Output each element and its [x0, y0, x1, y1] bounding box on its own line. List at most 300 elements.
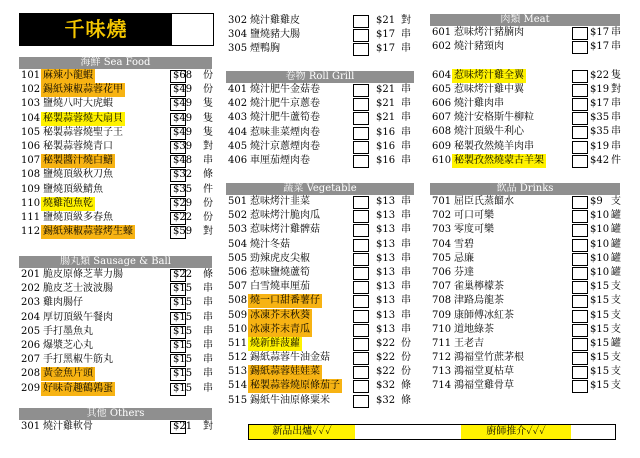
- item-unit: 串: [203, 325, 213, 337]
- item-number: 610: [432, 154, 452, 166]
- item-unit: 串: [611, 27, 621, 38]
- section-others: [19, 408, 212, 434]
- menu-item: [226, 309, 414, 323]
- item-unit: 條: [203, 169, 213, 181]
- item-number: 504: [228, 238, 248, 250]
- item-number: 302: [228, 15, 248, 26]
- menu-item: [430, 40, 620, 54]
- item-number: 301: [21, 421, 41, 432]
- menu-item: [226, 97, 414, 111]
- item-price: $49: [173, 112, 193, 124]
- item-unit: 份: [401, 337, 411, 349]
- menu-item: [430, 351, 620, 365]
- item-unit: 件: [611, 154, 621, 166]
- menu-item: [430, 266, 620, 280]
- order-checkbox[interactable]: [353, 366, 369, 379]
- item-name: 煙鴨胸: [250, 43, 280, 55]
- item-name: 冰凍芥末秋葵: [250, 309, 310, 321]
- item-price: $68: [173, 70, 193, 81]
- item-number: 607: [432, 112, 452, 124]
- menu-item: [19, 268, 212, 282]
- item-unit: 對: [611, 83, 621, 95]
- item-number: 606: [432, 97, 452, 109]
- item-unit: 串: [203, 339, 213, 351]
- item-unit: 串: [401, 295, 411, 307]
- section-header: 蔬菜 Vegetable: [226, 183, 414, 195]
- order-checkbox[interactable]: [572, 239, 588, 252]
- item-name: 白雪燒車厘茄: [250, 281, 310, 293]
- menu-item: [430, 379, 620, 393]
- item-price: $15: [590, 352, 610, 364]
- item-number: 106: [21, 140, 41, 152]
- item-price: $13: [376, 252, 396, 264]
- item-unit: 串: [401, 309, 411, 321]
- item-price: $16: [376, 154, 396, 166]
- menu-item: [226, 209, 414, 223]
- menu-item: [19, 126, 212, 140]
- item-name: 惹味烤汁韭菜: [250, 196, 310, 207]
- item-number: 101: [21, 70, 41, 81]
- item-unit: 罐: [611, 210, 621, 222]
- item-number: 406: [228, 154, 248, 166]
- legend-box: [248, 424, 616, 440]
- item-name: 燒汁冬菇: [250, 238, 290, 250]
- order-checkbox[interactable]: [353, 395, 369, 408]
- item-unit: 串: [203, 155, 213, 167]
- item-name: 錫紙辣椒蒜蓉烤生蠔: [43, 226, 133, 238]
- menu-item: [430, 69, 620, 83]
- item-number: 404: [228, 126, 248, 138]
- item-number: 209: [21, 382, 41, 394]
- order-checkbox[interactable]: [572, 112, 588, 125]
- item-price: $17: [590, 27, 610, 38]
- order-checkbox[interactable]: [572, 210, 588, 223]
- item-number: 205: [21, 325, 41, 337]
- item-price: $15: [173, 311, 193, 323]
- order-checkbox[interactable]: [353, 324, 369, 337]
- menu-item: [19, 296, 212, 310]
- menu-item: [19, 69, 212, 83]
- item-name: 燒汁頂級牛利心: [454, 126, 524, 138]
- section-meat: [430, 14, 620, 168]
- menu-item: [430, 294, 620, 308]
- section-header: 肉類 Meat: [430, 14, 620, 26]
- menu-item: [19, 382, 212, 396]
- item-number: 511: [228, 337, 248, 349]
- order-checkbox[interactable]: [353, 253, 369, 266]
- item-unit: 支: [611, 281, 621, 293]
- order-checkbox[interactable]: [572, 366, 588, 379]
- item-name: 燒汁雞軟骨: [43, 421, 93, 432]
- menu-item: [226, 28, 414, 42]
- order-checkbox[interactable]: [353, 281, 369, 294]
- item-price: $17: [376, 29, 396, 41]
- section-header: 卷物 Roll Grill: [226, 71, 414, 83]
- item-price: $32: [173, 169, 193, 181]
- item-unit: 串: [203, 283, 213, 295]
- item-price: $42: [590, 154, 610, 166]
- order-checkbox[interactable]: [353, 155, 369, 168]
- item-name: 惹味烤汁雞髀菇: [250, 224, 320, 236]
- item-unit: 條: [401, 380, 411, 392]
- item-unit: 串: [611, 41, 621, 53]
- order-checkbox[interactable]: [353, 310, 369, 323]
- item-unit: 串: [401, 196, 411, 207]
- item-number: 110: [21, 197, 41, 209]
- menu-item: [430, 252, 620, 266]
- item-price: $49: [173, 84, 193, 96]
- item-price: $15: [173, 339, 193, 351]
- order-checkbox[interactable]: [353, 15, 369, 28]
- item-name: 雪碧: [454, 238, 474, 250]
- item-number: 206: [21, 339, 41, 351]
- item-number: 105: [21, 126, 41, 138]
- item-number: 704: [432, 238, 452, 250]
- item-price: $22: [173, 269, 193, 280]
- order-checkbox[interactable]: [572, 310, 588, 323]
- item-price: $59: [173, 226, 193, 238]
- menu-item: [430, 54, 620, 68]
- item-price: $21: [173, 421, 193, 432]
- item-unit: 串: [401, 224, 411, 236]
- item-name: 燒汁肥牛金菇卷: [250, 84, 320, 95]
- item-name: 康師傅冰紅茶: [454, 309, 514, 321]
- menu-item: [430, 280, 620, 294]
- item-price: $22: [376, 366, 396, 378]
- item-name: 津路烏龍茶: [454, 295, 504, 307]
- item-unit: 串: [401, 29, 411, 41]
- order-checkbox[interactable]: [572, 224, 588, 237]
- order-checkbox[interactable]: [572, 84, 588, 97]
- item-price: $29: [173, 197, 193, 209]
- item-number: 403: [228, 112, 248, 124]
- item-number: 102: [21, 84, 41, 96]
- item-unit: 串: [611, 140, 621, 152]
- item-price: $9: [590, 196, 603, 207]
- section-header: 其他 Others: [19, 408, 212, 420]
- item-number: 602: [432, 41, 452, 53]
- order-checkbox[interactable]: [572, 380, 588, 393]
- item-name: 鴻福堂夏枯草: [454, 366, 514, 378]
- item-unit: 串: [203, 354, 213, 366]
- item-price: $13: [376, 210, 396, 222]
- item-unit: 罐: [611, 266, 621, 278]
- item-name: 錫紙蒜蓉娃娃菜: [250, 366, 320, 378]
- logo-text: 千味燒: [20, 14, 172, 45]
- item-price: $15: [590, 295, 610, 307]
- order-checkbox[interactable]: [353, 295, 369, 308]
- menu-item: [430, 140, 620, 154]
- menu-item: [226, 252, 414, 266]
- menu-item: [226, 126, 414, 140]
- item-name: 鹽燒豬大腸: [250, 29, 300, 41]
- item-name: 錫紙辣椒蒜蓉花甲: [43, 84, 123, 96]
- menu-item: [430, 195, 620, 209]
- item-unit: 對: [203, 226, 213, 238]
- menu-item: [226, 238, 414, 252]
- order-checkbox[interactable]: [572, 324, 588, 337]
- item-number: 103: [21, 98, 41, 110]
- item-number: 507: [228, 281, 248, 293]
- order-checkbox[interactable]: [572, 41, 588, 54]
- item-name: 燒汁肥牛京蔥卷: [250, 98, 320, 110]
- item-name: 燒汁京蔥煙肉卷: [250, 140, 320, 152]
- item-price: $21: [376, 98, 396, 110]
- item-unit: 條: [203, 269, 213, 280]
- item-price: $17: [376, 43, 396, 55]
- order-checkbox[interactable]: [353, 98, 369, 111]
- item-number: 506: [228, 266, 248, 278]
- item-price: $17: [590, 97, 610, 109]
- item-unit: 份: [203, 70, 213, 81]
- item-price: $13: [376, 281, 396, 293]
- item-name: 秘製蒜蓉燒青口: [43, 140, 113, 152]
- section-rollgrill: [226, 71, 414, 168]
- item-name: 燒汁安格斯牛柳粒: [454, 112, 534, 124]
- item-price: $22: [376, 337, 396, 349]
- item-number: 601: [432, 27, 452, 38]
- order-checkbox[interactable]: [353, 127, 369, 140]
- menu-item: [19, 168, 212, 182]
- item-name: 道地綠茶: [454, 323, 494, 335]
- section-header: 腸丸類 Sausage & Ball: [19, 256, 212, 268]
- item-unit: 對: [203, 140, 213, 152]
- menu-item: [226, 14, 414, 28]
- item-name: 燒汁豬頸肉: [454, 41, 504, 53]
- order-checkbox[interactable]: [572, 98, 588, 111]
- item-unit: 串: [203, 297, 213, 309]
- menu-item: [19, 83, 212, 97]
- item-unit: 串: [401, 323, 411, 335]
- menu-item: [430, 83, 620, 97]
- order-checkbox[interactable]: [353, 267, 369, 280]
- menu-item: [226, 223, 414, 237]
- item-price: $17: [590, 41, 610, 53]
- order-checkbox[interactable]: [572, 281, 588, 294]
- item-name: 燒汁肥牛蘆筍卷: [250, 112, 320, 124]
- menu-item: [19, 367, 212, 381]
- menu-item: [19, 112, 212, 126]
- menu-item: [226, 351, 414, 365]
- item-unit: 串: [401, 210, 411, 222]
- order-checkbox[interactable]: [353, 112, 369, 125]
- order-checkbox[interactable]: [572, 155, 588, 168]
- item-unit: 對: [203, 421, 213, 432]
- item-price: $22: [376, 352, 396, 364]
- order-checkbox[interactable]: [353, 84, 369, 97]
- item-price: $21: [376, 112, 396, 124]
- menu-item: [226, 394, 414, 408]
- item-name: 燒新鮮菠蘿: [250, 337, 300, 349]
- item-price: $13: [376, 224, 396, 236]
- item-unit: 串: [401, 252, 411, 264]
- item-unit: 支: [611, 196, 621, 207]
- menu-item: [19, 197, 212, 211]
- item-unit: 支: [611, 323, 621, 335]
- item-number: 104: [21, 112, 41, 124]
- item-number: 707: [432, 281, 452, 293]
- item-price: $13: [376, 309, 396, 321]
- menu-item: [430, 323, 620, 337]
- item-unit: 罐: [611, 337, 621, 349]
- item-name: 燒汁雞雞皮: [250, 15, 300, 26]
- item-name: 鹽燒頂級鯖魚: [43, 183, 103, 195]
- item-name: 零度可樂: [454, 224, 494, 236]
- item-number: 512: [228, 352, 248, 364]
- item-price: $13: [376, 295, 396, 307]
- item-price: $15: [590, 366, 610, 378]
- item-unit: 串: [401, 84, 411, 95]
- item-unit: 隻: [203, 126, 213, 138]
- item-price: $49: [173, 126, 193, 138]
- menu-item: [430, 238, 620, 252]
- item-name: 車厘茄煙肉卷: [250, 154, 310, 166]
- order-checkbox[interactable]: [353, 224, 369, 237]
- item-price: $49: [173, 98, 193, 110]
- order-checkbox[interactable]: [353, 239, 369, 252]
- menu-item: [19, 225, 212, 239]
- menu-item: [430, 223, 620, 237]
- item-name: 爆漿芝心丸: [43, 339, 93, 351]
- order-checkbox[interactable]: [572, 196, 588, 209]
- order-checkbox[interactable]: [572, 70, 588, 83]
- menu-item: [430, 209, 620, 223]
- order-checkbox[interactable]: [353, 43, 369, 56]
- order-checkbox[interactable]: [353, 29, 369, 42]
- item-unit: 串: [203, 368, 213, 380]
- item-unit: 串: [401, 126, 411, 138]
- item-number: 401: [228, 84, 248, 95]
- item-name: 鴻福堂雞骨草: [454, 380, 514, 392]
- menu-item: [226, 195, 414, 209]
- logo: [19, 13, 214, 46]
- item-number: 706: [432, 266, 452, 278]
- order-checkbox[interactable]: [572, 126, 588, 139]
- menu-item: [226, 154, 414, 168]
- item-price: $22: [173, 211, 193, 223]
- legend-new-items: 新品出爐✓✓✓: [249, 425, 355, 439]
- item-name: 秘製蒜蓉燒原條茄子: [250, 380, 340, 392]
- item-number: 608: [432, 126, 452, 138]
- item-name: 秘製蒜蓉燒大扇貝: [43, 112, 123, 124]
- section-seafood: [19, 57, 212, 239]
- item-number: 108: [21, 169, 41, 181]
- order-checkbox[interactable]: [353, 210, 369, 223]
- order-checkbox[interactable]: [353, 380, 369, 393]
- item-number: 509: [228, 309, 248, 321]
- item-price: $15: [590, 281, 610, 293]
- item-number: 705: [432, 252, 452, 264]
- item-price: $21: [376, 15, 396, 26]
- item-name: 王老吉: [454, 337, 484, 349]
- item-price: $15: [590, 309, 610, 321]
- order-checkbox[interactable]: [572, 338, 588, 351]
- item-price: $32: [376, 394, 396, 406]
- item-unit: 件: [203, 183, 213, 195]
- menu-item: [226, 83, 414, 97]
- order-checkbox[interactable]: [353, 352, 369, 365]
- menu-item: [430, 125, 620, 139]
- item-name: 錫紙蒜蓉牛油金菇: [250, 352, 330, 364]
- order-checkbox[interactable]: [353, 338, 369, 351]
- item-number: 109: [21, 183, 41, 195]
- item-price: $19: [590, 83, 610, 95]
- order-checkbox[interactable]: [353, 196, 369, 209]
- item-unit: 串: [401, 112, 411, 124]
- item-number: 305: [228, 43, 248, 55]
- item-name: 秘製孜然燒蒙古羊架: [454, 154, 544, 166]
- item-price: $10: [590, 210, 610, 222]
- item-price: $35: [590, 112, 610, 124]
- item-name: 秘製蒜蓉燒聖子王: [43, 126, 123, 138]
- item-name: 惹味烤汁豬腩肉: [454, 27, 524, 38]
- menu-item: [430, 111, 620, 125]
- item-number: 514: [228, 380, 248, 392]
- menu-item: [19, 339, 212, 353]
- item-price: $13: [376, 266, 396, 278]
- item-number: 708: [432, 295, 452, 307]
- item-unit: 份: [203, 84, 213, 96]
- item-unit: 串: [401, 98, 411, 110]
- item-number: 709: [432, 309, 452, 321]
- order-checkbox[interactable]: [572, 141, 588, 154]
- section-header: 飲品 Drinks: [430, 183, 620, 195]
- order-checkbox[interactable]: [572, 267, 588, 280]
- item-unit: 支: [611, 352, 621, 364]
- menu-item: [430, 365, 620, 379]
- menu-item: [226, 42, 414, 56]
- item-unit: 對: [401, 15, 411, 26]
- item-price: $19: [590, 140, 610, 152]
- item-number: 714: [432, 380, 452, 392]
- item-price: $22: [590, 69, 610, 81]
- item-price: $16: [376, 126, 396, 138]
- item-name: 勁辣虎皮尖椒: [250, 252, 310, 264]
- item-number: 605: [432, 83, 452, 95]
- item-name: 燒雞泡魚乾: [43, 197, 93, 209]
- item-unit: 串: [611, 112, 621, 124]
- item-name: 惹味烤汁雞中翼: [454, 83, 524, 95]
- menu-item: [19, 140, 212, 154]
- order-checkbox[interactable]: [572, 295, 588, 308]
- item-unit: 串: [401, 154, 411, 166]
- order-checkbox[interactable]: [353, 141, 369, 154]
- menu-item: [226, 365, 414, 379]
- section-drinks: [430, 183, 620, 394]
- menu-item: [19, 420, 212, 434]
- menu-item: [19, 211, 212, 225]
- item-name: 鹽燒頂級秋刀魚: [43, 169, 113, 181]
- item-unit: 份: [203, 211, 213, 223]
- item-number: 203: [21, 297, 41, 309]
- order-checkbox[interactable]: [572, 352, 588, 365]
- item-unit: 隻: [611, 69, 621, 81]
- item-name: 好味奇趣鶴鶉蛋: [43, 382, 113, 394]
- item-number: 503: [228, 224, 248, 236]
- item-name: 手打墨魚丸: [43, 325, 93, 337]
- item-number: 208: [21, 368, 41, 380]
- item-number: 207: [21, 354, 41, 366]
- menu-item: [430, 97, 620, 111]
- item-number: 711: [432, 337, 452, 349]
- section-sausage: [19, 256, 212, 396]
- order-checkbox[interactable]: [572, 27, 588, 40]
- item-number: 604: [432, 69, 452, 81]
- section-header: 海鮮 Sea Food: [19, 57, 212, 69]
- item-price: $15: [590, 380, 610, 392]
- item-unit: 串: [401, 266, 411, 278]
- order-checkbox[interactable]: [572, 253, 588, 266]
